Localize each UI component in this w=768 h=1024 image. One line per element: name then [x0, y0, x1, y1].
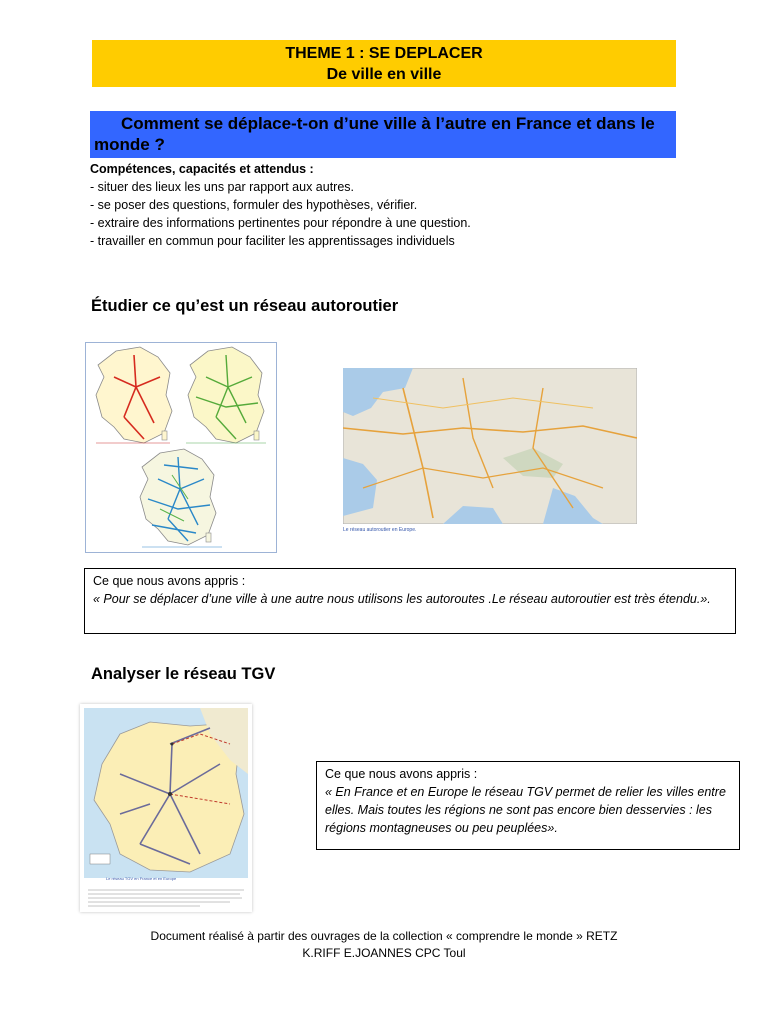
competences-block	[90, 160, 690, 250]
footer	[0, 928, 768, 962]
europe-motorway-map-image	[343, 368, 637, 533]
main-question-banner	[90, 111, 676, 158]
learned-text: « En France et en Europe le réseau TGV permet de relier les villes entre elles. Mais toutes les régions ne sont pas encore bien desservies : les régions montagneuses ou peu peuplées».	[325, 785, 726, 835]
learned-title: Ce que nous avons appris :	[93, 574, 246, 588]
france-map-blue	[140, 449, 216, 545]
france-map-green	[188, 347, 264, 443]
main-question: Comment se déplace-t-on d’une ville à l’autre en France et dans le monde ?	[94, 114, 655, 154]
competence-item: - situer des lieux les uns par rapport aux autres.	[90, 180, 355, 194]
learned-box-autoroute	[84, 568, 736, 634]
learned-text: « Pour se déplacer d’une ville à une autre nous utilisons les autoroutes .Le réseau autoroutier est très étendu.».	[93, 592, 711, 606]
tgv-network-map-image	[80, 704, 252, 912]
tgv-map-caption: Le réseau TGV en France et en Europe	[106, 876, 177, 881]
competence-item: - extraire des informations pertinentes pour répondre à une question.	[90, 216, 471, 230]
competences-title: Compétences, capacités et attendus :	[90, 162, 314, 176]
theme-subtitle: De ville en ville	[326, 66, 442, 83]
theme-title: THEME 1 : SE DEPLACER	[285, 45, 483, 62]
section-title-tgv: Analyser le réseau TGV	[91, 665, 276, 683]
competence-item: - travailler en commun pour faciliter les apprentissages individuels	[90, 234, 455, 248]
theme-banner	[92, 40, 676, 87]
learned-title: Ce que nous avons appris :	[325, 767, 478, 781]
france-map-red	[96, 347, 172, 443]
france-road-maps-image	[85, 342, 277, 553]
europe-map-caption: Le réseau autoroutier en Europe.	[343, 527, 417, 533]
footer-line-1: Document réalisé à partir des ouvrages de la collection « comprendre le monde » RETZ	[150, 929, 618, 943]
learned-box-tgv	[316, 761, 740, 850]
section-title-autoroute: Étudier ce qu’est un réseau autoroutier	[91, 297, 399, 315]
footer-line-2: K.RIFF E.JOANNES CPC Toul	[302, 946, 466, 960]
competence-item: - se poser des questions, formuler des hypothèses, vérifier.	[90, 198, 418, 212]
